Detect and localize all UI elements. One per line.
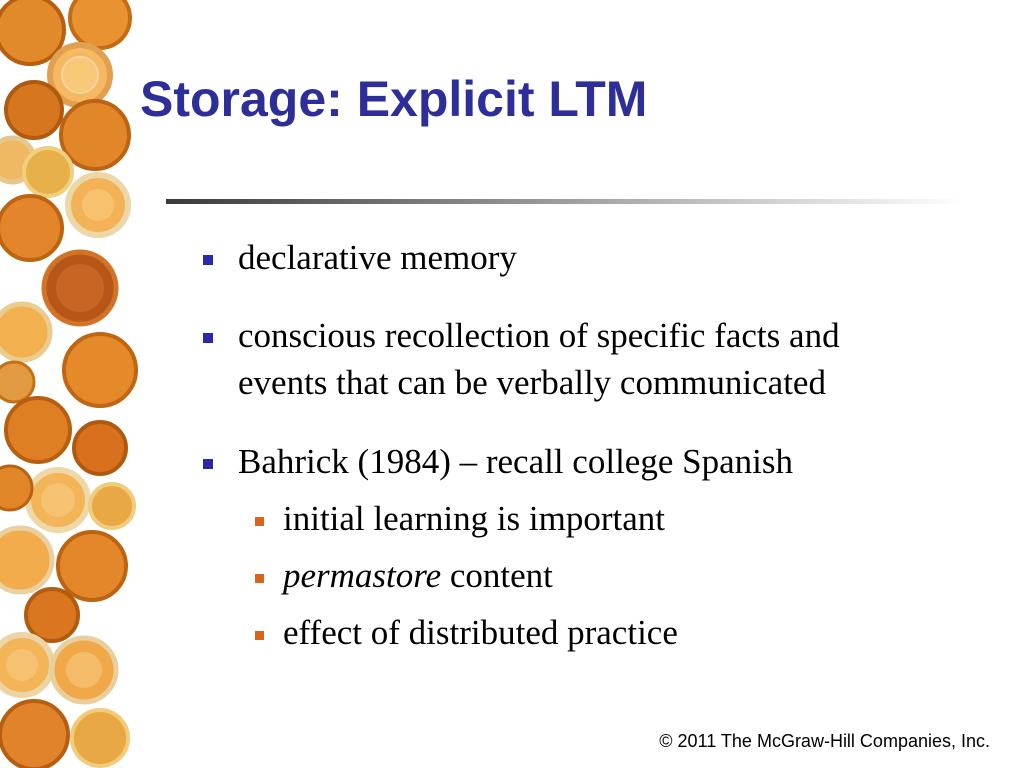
sub-bullet-marker xyxy=(255,631,264,640)
bullet-marker xyxy=(203,333,213,343)
sub-bullet-item: effect of distributed practice xyxy=(283,613,678,652)
slide-title: Storage: Explicit LTM xyxy=(140,71,648,127)
emphasized-term: permastore xyxy=(283,556,442,595)
bullet-marker xyxy=(203,255,213,265)
sub-bullet-item: initial learning is important xyxy=(283,499,666,538)
sub-bullet-marker xyxy=(255,574,264,583)
copyright-footer: © 2011 The McGraw-Hill Companies, Inc. xyxy=(659,731,990,751)
bullet-marker xyxy=(203,459,213,469)
sub-bullet-item xyxy=(283,553,553,599)
bullet-item: declarative memory xyxy=(238,238,517,277)
bullet-item-line-2: events that can be verbally communicated xyxy=(238,363,826,402)
bullet-item-line-1: conscious recollection of specific facts and xyxy=(238,316,840,355)
bullet-item: Bahrick (1984) – recall college Spanish xyxy=(238,442,793,481)
sub-bullet-marker xyxy=(255,517,264,526)
sub-bullet-text: content xyxy=(441,556,553,595)
